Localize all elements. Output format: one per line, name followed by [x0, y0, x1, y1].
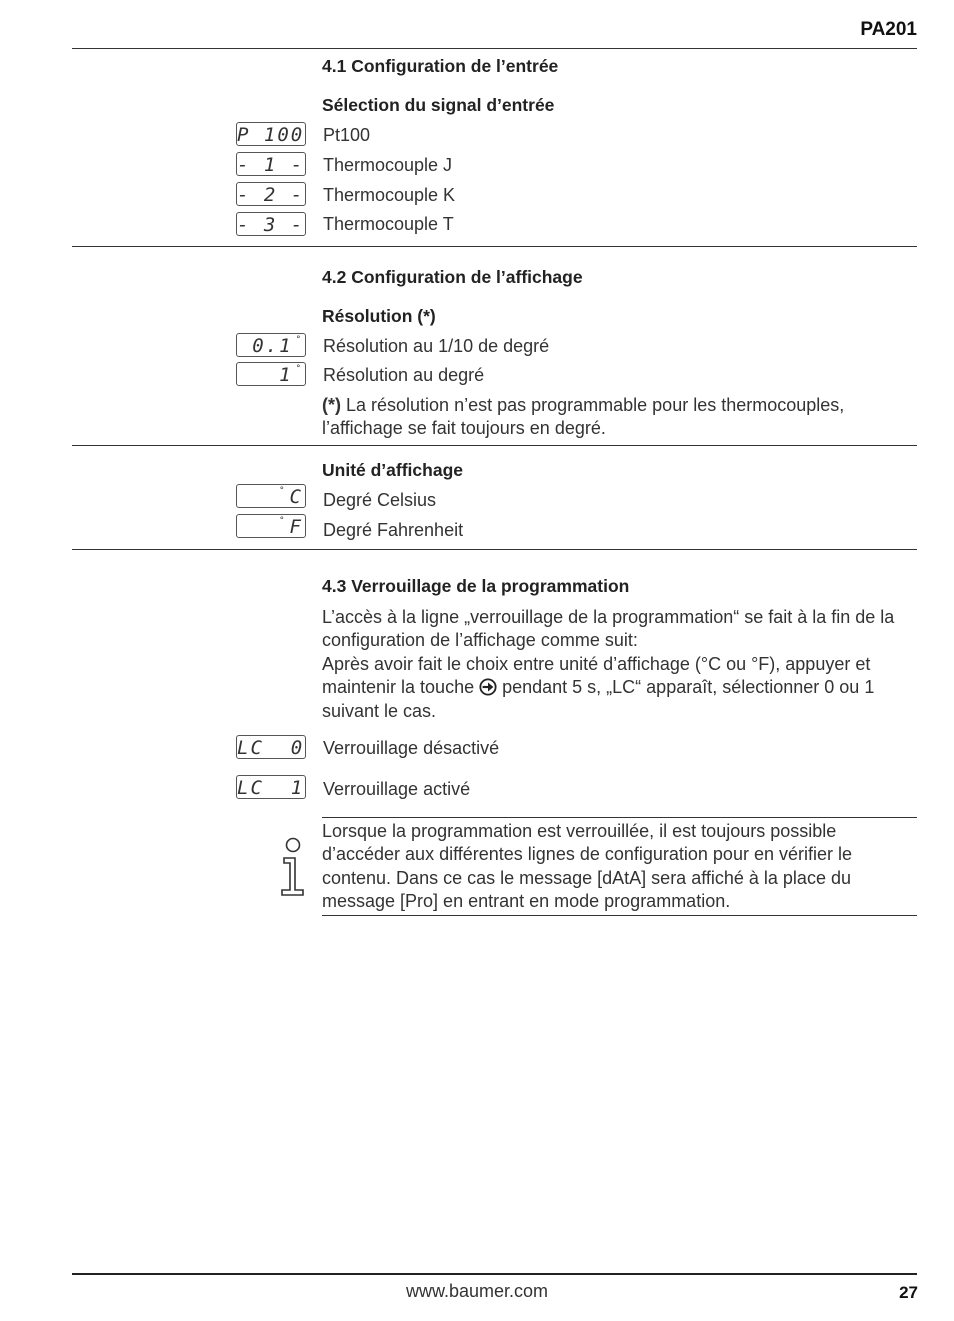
- option-label-tc-t: Thermocouple T: [323, 214, 454, 234]
- option-label-lock-on: Verrouillage activé: [323, 779, 471, 799]
- input-signal-subtitle: Sélection du signal d’entrée: [322, 95, 555, 115]
- section-4-1-title: 4.1 Configuration de l’entrée: [322, 56, 559, 76]
- resolution-subtitle: Résolution (*): [322, 306, 436, 326]
- option-label-resolution-01: Résolution au 1/10 de degré: [323, 336, 550, 356]
- lcd-display-pt100: P 100: [237, 124, 305, 146]
- section-4-2-title: 4.2 Configuration de l’affichage: [322, 267, 583, 287]
- degree-mark: °: [279, 516, 287, 526]
- option-label-tc-k: Thermocouple K: [323, 185, 456, 205]
- lcd-value: C: [289, 486, 303, 508]
- note-marker: (*): [322, 395, 341, 415]
- info-rule-top: [322, 817, 917, 818]
- lcd-display-celsius: [236, 484, 306, 508]
- option-label-resolution-1: Résolution au degré: [323, 365, 485, 385]
- lcd-value: 0.1: [252, 335, 293, 357]
- section-4-3-title: 4.3 Verrouillage de la programmation: [322, 576, 630, 596]
- section-rule: [72, 445, 917, 446]
- lcd-display-lock-off: LC 0: [237, 737, 305, 759]
- degree-mark: °: [295, 364, 303, 374]
- page-number: 27: [899, 1283, 918, 1302]
- lcd-display-lock-on: LC 1: [237, 777, 305, 799]
- lcd-display-fahrenheit: [236, 514, 306, 538]
- option-label-celsius: Degré Celsius: [323, 490, 437, 510]
- display-unit-subtitle: Unité d’affichage: [322, 460, 463, 480]
- lcd-display-tc-t: - 3 -: [237, 214, 305, 236]
- lcd-value: 1: [279, 364, 293, 386]
- lcd-display-tc-j: - 1 -: [237, 154, 305, 176]
- header-rule: [72, 48, 917, 49]
- footer-rule: [72, 1273, 917, 1275]
- lock-procedure-paragraph: [322, 653, 916, 723]
- procedure-text-start: Après avoir fait le choix entre unité d’affichage (°C ou °F), appuyer et maintenir la touche: [322, 654, 871, 698]
- note-text: La résolution n’est pas programmable pour les thermocouples, l’affichage se fait toujours en degré.: [322, 395, 845, 439]
- lcd-display-tc-k: - 2 -: [237, 184, 305, 206]
- product-name: PA201: [860, 19, 917, 40]
- option-label-pt100: Pt100: [323, 125, 371, 145]
- option-label-tc-j: Thermocouple J: [323, 155, 453, 175]
- arrow-key-icon: [479, 678, 497, 696]
- section-rule: [72, 246, 917, 247]
- degree-mark: °: [295, 335, 303, 345]
- option-label-lock-off: Verrouillage désactivé: [323, 738, 500, 758]
- footer-url[interactable]: www.baumer.com: [405, 1281, 549, 1301]
- info-rule-bottom: [322, 915, 917, 916]
- degree-mark: °: [279, 486, 287, 496]
- info-note: Lorsque la programmation est verrouillée, il est toujours possible d’accéder aux différentes lignes de configuration pour en vérifier le contenu. Dans ce cas le message [dAtA] sera affiché à la place du message [Pro] en entrant en mode programmation.: [322, 821, 852, 911]
- lcd-display-resolution-1: [236, 362, 306, 386]
- lcd-value: F: [289, 516, 303, 538]
- procedure-text-end: pendant 5 s, „LC“ apparaît, sélectionner 0 ou 1 suivant le cas.: [322, 677, 875, 721]
- lock-access-paragraph: L’accès à la ligne „verrouillage de la programmation“ se fait à la fin de la configuration de l’affichage comme suit:: [322, 607, 895, 651]
- resolution-note: [322, 394, 916, 441]
- info-icon: [278, 836, 308, 898]
- lcd-display-resolution-01: [236, 333, 306, 357]
- option-label-fahrenheit: Degré Fahrenheit: [323, 520, 464, 540]
- section-rule: [72, 549, 917, 550]
